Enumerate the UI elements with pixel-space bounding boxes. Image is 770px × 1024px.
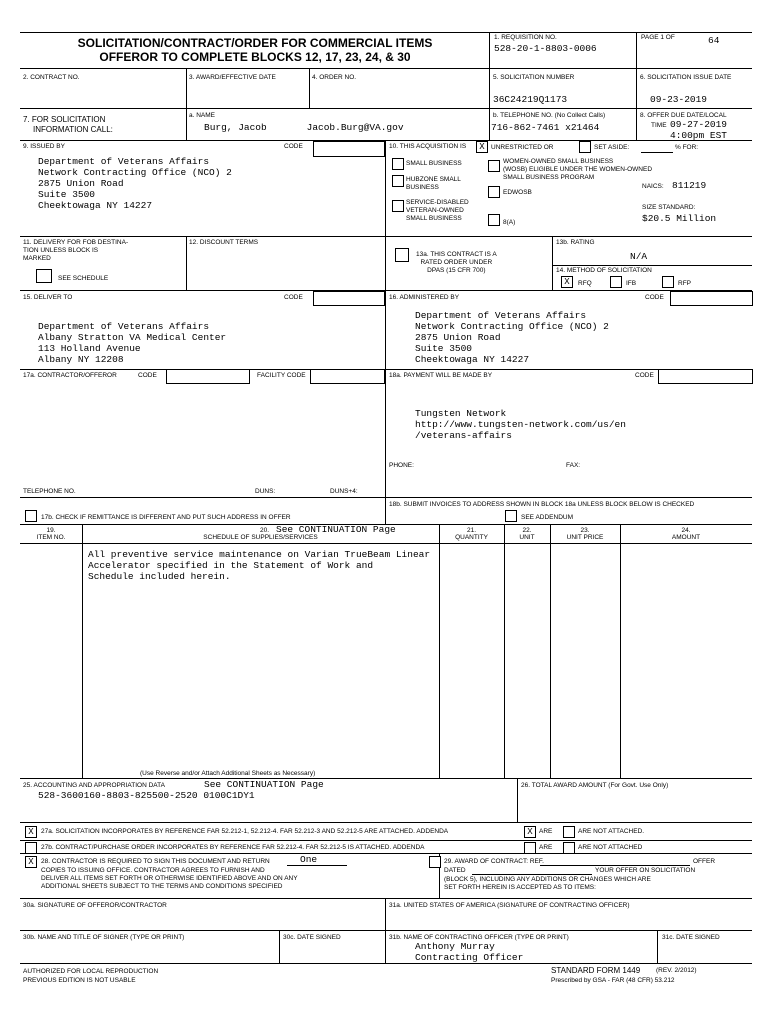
issued-by-address: Department of Veterans Affairs Network Contracting Office (NCO) 2 2875 Union Road Suite 3500 Cheektowaga NY 14227 xyxy=(38,156,232,211)
see-schedule-checkbox[interactable] xyxy=(36,269,52,283)
acquisition-label: 10. THIS ACQUISITION IS xyxy=(389,143,467,150)
size-standard-value[interactable]: $20.5 Million xyxy=(642,213,717,224)
29-award-text: 29. AWARD OF CONTRACT: REF. xyxy=(444,858,544,865)
size-standard-label: SIZE STANDARD: xyxy=(642,204,696,211)
29-ref-line[interactable] xyxy=(540,865,690,866)
rated-order-label: 13a. THIS CONTRACT IS A RATED ORDER UNDER DPAS (15 CFR 700) xyxy=(416,251,497,274)
col20-header: SCHEDULE OF SUPPLIES/SERVICES xyxy=(203,534,318,541)
footer-rev: (REV. 2/2012) xyxy=(656,967,697,974)
edwosb-label: EDWOSB xyxy=(503,189,532,196)
edwosb-checkbox[interactable] xyxy=(488,186,500,198)
col23-header: UNIT PRICE xyxy=(566,534,604,541)
phone-label: b. TELEPHONE NO. (No Collect Calls) xyxy=(493,112,606,119)
col19-num: 19. xyxy=(46,527,56,534)
footer-form-name: STANDARD FORM 1449 xyxy=(551,966,641,975)
contact-name-label: a. NAME xyxy=(189,112,216,119)
col22-header: UNIT xyxy=(519,534,535,541)
29-dated-line[interactable] xyxy=(472,874,592,875)
rfq-label: RFQ xyxy=(578,280,592,287)
rating-value[interactable]: N/A xyxy=(630,251,648,262)
offer-due-date[interactable]: 09-27-2019 xyxy=(670,119,728,130)
offer-due-time-label: TIME xyxy=(651,122,667,129)
offer-due-label: 8. OFFER DUE DATE/LOCAL xyxy=(640,112,727,119)
pct-for-label: % FOR: xyxy=(675,144,699,151)
27a-are-not-checkbox[interactable] xyxy=(563,826,575,838)
col22-num: 22. xyxy=(522,527,532,534)
remittance-checkbox[interactable] xyxy=(25,510,37,522)
27b-are-label: ARE xyxy=(539,844,553,851)
small-business-label: SMALL BUSINESS xyxy=(406,160,462,167)
col23-num: 23. xyxy=(580,527,590,534)
rating-label: 13b. RATING xyxy=(556,239,595,246)
administered-by-code-label: CODE xyxy=(645,294,664,301)
issued-by-code-field[interactable] xyxy=(313,141,385,157)
deliver-to-code-label: CODE xyxy=(284,294,303,301)
administered-by-label: 16. ADMINISTERED BY xyxy=(389,294,460,301)
naics-value[interactable]: 811219 xyxy=(672,180,707,191)
footer-previous-edition: PREVIOUS EDITION IS NOT USABLE xyxy=(23,977,136,984)
deliver-to-code-field[interactable] xyxy=(313,291,385,306)
hubzone-label: HUBZONE SMALL BUSINESS xyxy=(406,176,461,191)
ifb-label: IFB xyxy=(626,280,637,287)
rated-order-checkbox[interactable] xyxy=(395,248,409,262)
accounting-label: 25. ACCOUNTING AND APPROPRIATION DATA xyxy=(23,782,165,789)
total-award-label: 26. TOTAL AWARD AMOUNT (For Govt. Use Only) xyxy=(521,782,669,789)
sig-31b-label: 31b. NAME OF CONTRACTING OFFICER (TYPE OR PRINT) xyxy=(389,934,569,941)
col20-note: See CONTINUATION Page xyxy=(276,524,396,535)
27a-checkbox[interactable]: X xyxy=(25,826,37,838)
duns4-label: DUNS+4: xyxy=(330,488,358,495)
sig-31a-label: 31a. UNITED STATES OF AMERICA (SIGNATURE OF CONTRACTING OFFICER) xyxy=(389,902,630,909)
requisition-label: 1. REQUISITION NO. xyxy=(494,34,557,41)
col20-num: 20. xyxy=(260,527,270,534)
offer-due-time[interactable]: 4:00pm EST xyxy=(670,130,728,141)
contracting-officer-name: Anthony Murray xyxy=(415,941,495,952)
payment-address[interactable]: Tungsten Network http://www.tungsten-network.com/us/en /veterans-affairs xyxy=(415,408,626,441)
col24-num: 24. xyxy=(681,527,691,534)
29-dated-label: DATED xyxy=(444,867,466,874)
payment-code-field[interactable] xyxy=(658,369,753,384)
contracting-officer-title: Contracting Officer xyxy=(415,952,524,963)
addendum-checkbox[interactable] xyxy=(505,510,517,522)
addendum-label: SEE ADDENDUM xyxy=(521,514,574,521)
page-total: 64 xyxy=(708,35,720,46)
contact-name[interactable]: Burg, Jacob Jacob.Burg@VA.gov xyxy=(204,122,404,133)
deliver-to-address: Department of Veterans Affairs Albany Stratton VA Medical Center 113 Holland Avenue Albany NY 12208 xyxy=(38,321,227,365)
29-award-text2: (BLOCK 5), INCLUDING ANY ADDITIONS OR CHANGES WHICH ARE SET FORTH HEREIN IS ACCEPTED AS TO ITEMS: xyxy=(444,876,651,891)
unrestricted-label: UNRESTRICTED OR xyxy=(491,144,554,151)
hubzone-checkbox[interactable] xyxy=(392,175,404,187)
issued-by-code-label: CODE xyxy=(284,143,303,150)
schedule-description: All preventive service maintenance on Varian TrueBeam Linear Accelerator specified in the Statement of Work and Schedule included herein. xyxy=(88,549,431,582)
naics-label: NAICS: xyxy=(642,183,664,190)
col19-header: ITEM NO. xyxy=(36,534,66,541)
form-title-line2: OFFEROR TO COMPLETE BLOCKS 12, 17, 23, 24, & 30 xyxy=(99,50,411,64)
eight-a-checkbox[interactable] xyxy=(488,214,500,226)
col21-header: QUANTITY xyxy=(455,534,488,541)
small-business-checkbox[interactable] xyxy=(392,158,404,170)
rfq-checkbox[interactable]: X xyxy=(561,276,573,288)
accounting-note: See CONTINUATION Page xyxy=(204,779,324,790)
remittance-label: 17b. CHECK IF REMITTANCE IS DIFFERENT AND PUT SUCH ADDRESS IN OFFER xyxy=(41,514,291,521)
contract-no-label: 2. CONTRACT NO. xyxy=(23,74,80,81)
ifb-checkbox[interactable] xyxy=(610,276,622,288)
order-no-label: 4. ORDER NO. xyxy=(312,74,357,81)
rfp-label: RFP xyxy=(678,280,691,287)
see-schedule-label: SEE SCHEDULE xyxy=(58,275,109,282)
info-call-label: INFORMATION CALL: xyxy=(33,125,113,134)
contractor-code-label: CODE xyxy=(138,372,157,379)
wosb-label: WOMEN-OWNED SMALL BUSINESS (WOSB) ELIGIBLE UNDER THE WOMEN-OWNED SMALL BUSINESS PROGRAM xyxy=(503,158,653,181)
administered-by-code-field[interactable] xyxy=(670,291,753,306)
rfp-checkbox[interactable] xyxy=(662,276,674,288)
deliver-to-label: 15. DELIVER TO xyxy=(23,294,73,301)
27a-text: 27a. SOLICITATION INCORPORATES BY REFERENCE FAR 52.212-1, 52.212-4. FAR 52.212-3 AND 52.212-5 ARE ATTACHED. ADDENDA xyxy=(41,828,449,835)
facility-code-label: FACILITY CODE xyxy=(257,372,306,379)
requisition-number[interactable]: 528-20-1-8803-0006 xyxy=(494,43,597,54)
form-title-line1: SOLICITATION/CONTRACT/ORDER FOR COMMERCIAL ITEMS xyxy=(77,36,433,50)
solicitation-number[interactable]: 36C24219Q1173 xyxy=(493,94,568,105)
payment-label: 18a. PAYMENT WILL BE MADE BY xyxy=(389,372,493,379)
administered-by-address: Department of Veterans Affairs Network Contracting Office (NCO) 2 2875 Union Road Suite 3500 Cheektowaga NY 14227 xyxy=(415,310,609,365)
27b-checkbox[interactable] xyxy=(25,842,37,854)
payment-code-label: CODE xyxy=(635,372,654,379)
27b-are-not-label: ARE NOT ATTACHED xyxy=(578,844,643,851)
28-checkbox[interactable]: X xyxy=(25,856,37,868)
solicitation-no-label: 5. SOLICITATION NUMBER xyxy=(493,74,575,81)
issue-date-label: 6. SOLICITATION ISSUE DATE xyxy=(640,74,732,81)
footer-prescribed: Prescribed by GSA - FAR (48 CFR) 53.212 xyxy=(551,977,675,984)
eight-a-label: 8(A) xyxy=(503,219,516,226)
28-text1: 28. CONTRACTOR IS REQUIRED TO SIGN THIS DOCUMENT AND RETURN xyxy=(41,858,270,865)
sdvosb-checkbox[interactable] xyxy=(392,200,404,212)
duns-label: DUNS: xyxy=(255,488,276,495)
wosb-checkbox[interactable] xyxy=(488,160,500,172)
delivery-fob-label: 11. DELIVERY FOR FOB DESTINA- TION UNLESS BLOCK IS MARKED xyxy=(23,239,129,262)
issue-date[interactable]: 09-23-2019 xyxy=(650,94,708,105)
award-date-label: 3. AWARD/EFFECTIVE DATE xyxy=(189,74,276,81)
submit-invoices-label: 18b. SUBMIT INVOICES TO ADDRESS SHOWN IN BLOCK 18a UNLESS BLOCK BELOW IS CHECKED xyxy=(389,501,695,508)
footer-authorized: AUTHORIZED FOR LOCAL REPRODUCTION xyxy=(23,968,159,975)
27b-are-checkbox[interactable] xyxy=(524,842,536,854)
facility-code-field[interactable] xyxy=(310,369,385,384)
set-aside-label: SET ASIDE: xyxy=(594,144,630,151)
28-copies[interactable]: One xyxy=(300,854,318,865)
27a-are-label: ARE xyxy=(539,828,553,835)
page-label: PAGE 1 OF xyxy=(641,34,675,41)
sig-31c-label: 31c. DATE SIGNED xyxy=(662,934,720,941)
accounting-value[interactable]: 528-3600160-8803-825500-2520 0100C1DY1 xyxy=(38,790,255,801)
27a-are-not-label: ARE NOT ATTACHED. xyxy=(578,828,645,835)
sig-30b-label: 30b. NAME AND TITLE OF SIGNER (TYPE OR PRINT) xyxy=(23,934,185,941)
payment-phone-label: PHONE: xyxy=(389,462,414,469)
sig-30c-label: 30c. DATE SIGNED xyxy=(283,934,341,941)
contractor-label: 17a. CONTRACTOR/OFFEROR xyxy=(23,372,117,379)
unrestricted-checkbox[interactable]: X xyxy=(476,141,488,153)
method-label: 14. METHOD OF SOLICITATION xyxy=(556,267,652,274)
27b-text: 27b. CONTRACT/PURCHASE ORDER INCORPORATES BY REFERENCE FAR 52.212-4. FAR 52.212-5 IS ATTACHED. ADDENDA xyxy=(41,844,425,851)
sig-30a-label: 30a. SIGNATURE OF OFFEROR/CONTRACTOR xyxy=(23,902,167,909)
29-your-offer-label: YOUR OFFER ON SOLICITATION xyxy=(595,867,696,874)
set-aside-pct-line[interactable] xyxy=(641,152,673,153)
col21-num: 21. xyxy=(466,527,477,534)
28-text2: COPIES TO ISSUING OFFICE. CONTRACTOR AGREES TO FURNISH AND DELIVER ALL ITEMS SET FORTH OR OTHERWISE IDENTIFIED ABOVE AND ON ANY ADDITIONAL SHEETS SUBJECT TO THE TERMS AND CONDITIONS SPECIFIED xyxy=(41,867,298,890)
discount-terms-label: 12. DISCOUNT TERMS xyxy=(189,239,259,246)
col24-header: AMOUNT xyxy=(671,534,701,541)
for-solicitation-label: 7. FOR SOLICITATION xyxy=(23,115,106,124)
29-checkbox[interactable] xyxy=(429,856,441,868)
set-aside-checkbox[interactable] xyxy=(579,141,591,153)
27a-are-checkbox[interactable]: X xyxy=(524,826,536,838)
contractor-code-field[interactable] xyxy=(166,369,250,384)
27b-are-not-checkbox[interactable] xyxy=(563,842,575,854)
contractor-telephone-label: TELEPHONE NO. xyxy=(23,488,76,495)
reverse-note: (Use Reverse and/or Attach Additional Sheets as Necessary) xyxy=(140,770,316,777)
phone-number[interactable]: 716-862-7461 x21464 xyxy=(491,122,600,133)
29-offer-label: OFFER xyxy=(693,858,716,865)
payment-fax-label: FAX: xyxy=(566,462,581,469)
issued-by-label: 9. ISSUED BY xyxy=(23,143,65,150)
sdvosb-label: SERVICE-DISABLED VETERAN-OWNED SMALL BUSINESS xyxy=(406,199,469,222)
